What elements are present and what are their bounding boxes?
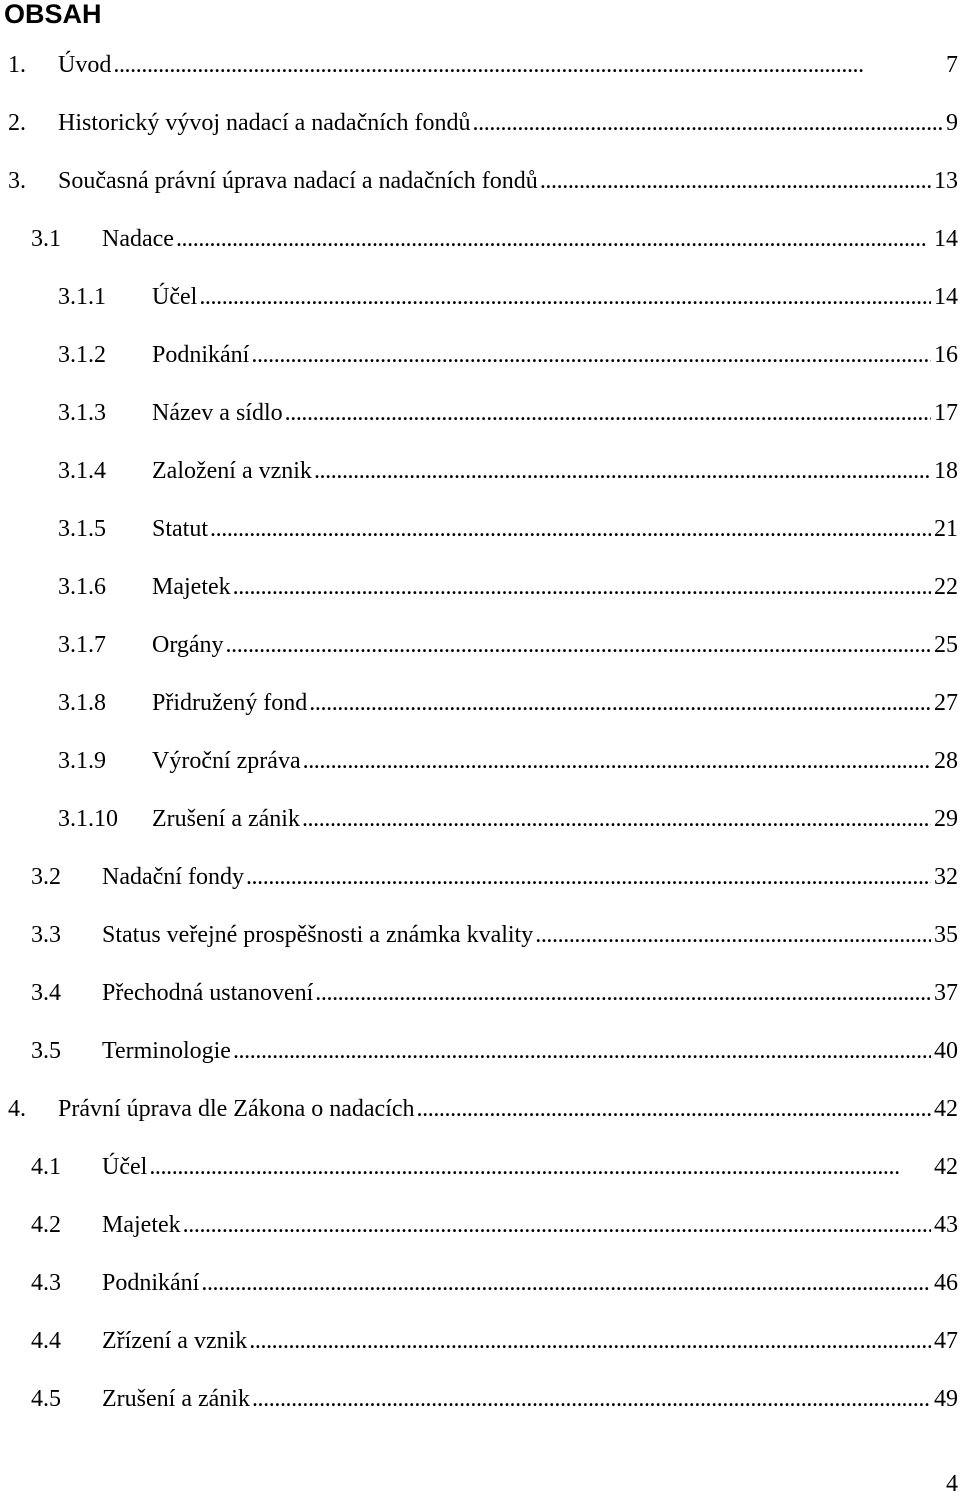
dot-leader xyxy=(315,978,931,1008)
toc-entry[interactable] xyxy=(0,848,960,906)
toc-entry-title: Majetek xyxy=(152,574,231,600)
toc-entry-number: 3.1.2 xyxy=(58,342,106,368)
toc-entry-title: Přidružený fond xyxy=(152,690,308,716)
toc-entry-title: Přechodná ustanovení xyxy=(102,980,314,1006)
toc-entry-title: Název a sídlo xyxy=(152,400,283,426)
toc-entry-page: 35 xyxy=(934,922,958,948)
toc-entry-page: 40 xyxy=(934,1038,958,1064)
toc-entry-number: 4.3 xyxy=(31,1270,61,1296)
toc-entry[interactable] xyxy=(0,384,960,442)
toc-list xyxy=(0,36,960,1428)
toc-entry-title: Zřízení a vznik xyxy=(102,1328,248,1354)
dot-leader xyxy=(233,572,931,602)
dot-leader xyxy=(535,920,931,950)
toc-entry[interactable] xyxy=(0,558,960,616)
dot-leader xyxy=(473,108,943,138)
toc-entry-number: 4.5 xyxy=(31,1386,61,1412)
dot-leader xyxy=(302,804,931,834)
dot-leader xyxy=(233,1036,931,1066)
toc-entry-page: 43 xyxy=(934,1212,958,1238)
dot-leader xyxy=(417,1094,931,1124)
toc-entry-title: Podnikání xyxy=(152,342,250,368)
toc-entry-number: 1. xyxy=(8,52,26,78)
toc-entry-page: 22 xyxy=(934,574,958,600)
toc-entry-page: 14 xyxy=(934,226,958,252)
toc-entry-number: 3.1.3 xyxy=(58,400,106,426)
toc-entry-title: Zrušení a zánik xyxy=(102,1386,250,1412)
toc-entry-number: 3.2 xyxy=(31,864,61,890)
dot-leader xyxy=(246,862,931,892)
toc-entry-title: Založení a vznik xyxy=(152,458,312,484)
toc-entry-title: Historický vývoj nadací a nadačních fondů xyxy=(58,110,471,136)
toc-entry[interactable] xyxy=(0,732,960,790)
toc-entry-page: 7 xyxy=(946,52,958,78)
toc-entry-number: 2. xyxy=(8,110,26,136)
toc-entry-page: 37 xyxy=(934,980,958,1006)
toc-entry[interactable] xyxy=(0,906,960,964)
toc-entry-title: Orgány xyxy=(152,632,224,658)
toc-entry-number: 3.1.5 xyxy=(58,516,106,542)
toc-entry[interactable] xyxy=(0,674,960,732)
toc-entry-page: 13 xyxy=(934,168,958,194)
toc-entry[interactable] xyxy=(0,1196,960,1254)
toc-entry-title: Současná právní úprava nadací a nadačních fondů xyxy=(58,168,538,194)
toc-entry[interactable] xyxy=(0,442,960,500)
toc-entry-page: 42 xyxy=(934,1154,958,1180)
toc-entry[interactable] xyxy=(0,210,960,268)
toc-entry-number: 3.1.4 xyxy=(58,458,106,484)
toc-entry[interactable] xyxy=(0,1138,960,1196)
page-number: 4 xyxy=(946,1471,958,1497)
toc-entry-title: Nadační fondy xyxy=(102,864,244,890)
toc-entry-page: 28 xyxy=(934,748,958,774)
toc-entry-number: 3.5 xyxy=(31,1038,61,1064)
toc-entry-page: 21 xyxy=(934,516,958,542)
toc-entry-title: Terminologie xyxy=(102,1038,231,1064)
toc-entry-title: Úvod xyxy=(58,52,112,78)
toc-entry-page: 17 xyxy=(934,400,958,426)
toc-entry[interactable] xyxy=(0,964,960,1022)
toc-entry[interactable] xyxy=(0,790,960,848)
toc-entry-title: Zrušení a zánik xyxy=(152,806,300,832)
toc-entry-number: 3.1.7 xyxy=(58,632,106,658)
toc-entry-number: 4.2 xyxy=(31,1212,61,1238)
toc-entry-number: 4. xyxy=(8,1096,26,1122)
toc-entry-page: 32 xyxy=(934,864,958,890)
toc-entry-number: 3.1.9 xyxy=(58,748,106,774)
dot-leader xyxy=(285,398,931,428)
dot-leader xyxy=(149,1152,931,1182)
toc-entry-title: Účel xyxy=(102,1154,148,1180)
toc-entry[interactable] xyxy=(0,326,960,384)
toc-entry-page: 25 xyxy=(934,632,958,658)
toc-entry-page: 18 xyxy=(934,458,958,484)
toc-entry-number: 3.3 xyxy=(31,922,61,948)
toc-entry-number: 3.1.1 xyxy=(58,284,106,310)
toc-entry[interactable] xyxy=(0,1254,960,1312)
dot-leader xyxy=(113,50,943,80)
toc-title: OBSAH xyxy=(4,0,102,29)
dot-leader xyxy=(251,340,931,370)
toc-entry[interactable] xyxy=(0,500,960,558)
toc-entry-number: 4.1 xyxy=(31,1154,61,1180)
dot-leader xyxy=(226,630,931,660)
toc-entry-title: Status veřejné prospěšnosti a známka kvality xyxy=(102,922,534,948)
toc-entry-page: 16 xyxy=(934,342,958,368)
toc-entry-title: Nadace xyxy=(102,226,174,252)
toc-entry-title: Majetek xyxy=(102,1212,181,1238)
toc-entry[interactable] xyxy=(0,1370,960,1428)
toc-entry-page: 27 xyxy=(934,690,958,716)
dot-leader xyxy=(540,166,931,196)
toc-entry-page: 49 xyxy=(934,1386,958,1412)
toc-entry-page: 9 xyxy=(946,110,958,136)
toc-entry-page: 47 xyxy=(934,1328,958,1354)
toc-entry-page: 29 xyxy=(934,806,958,832)
dot-leader xyxy=(252,1384,931,1414)
toc-entry-number: 3. xyxy=(8,168,26,194)
dot-leader xyxy=(309,688,931,718)
dot-leader xyxy=(201,1268,931,1298)
toc-entry[interactable] xyxy=(0,94,960,152)
dot-leader xyxy=(249,1326,931,1356)
toc-entry[interactable] xyxy=(0,616,960,674)
toc-entry[interactable] xyxy=(0,1022,960,1080)
toc-entry-page: 46 xyxy=(934,1270,958,1296)
toc-entry-title: Podnikání xyxy=(102,1270,200,1296)
toc-entry[interactable] xyxy=(0,152,960,210)
toc-entry[interactable] xyxy=(0,268,960,326)
toc-entry[interactable] xyxy=(0,1080,960,1138)
dot-leader xyxy=(199,282,931,312)
toc-entry[interactable] xyxy=(0,36,960,94)
dot-leader xyxy=(303,746,931,776)
toc-entry-number: 4.4 xyxy=(31,1328,61,1354)
toc-entry-number: 3.4 xyxy=(31,980,61,1006)
dot-leader xyxy=(210,514,931,544)
toc-entry-title: Statut xyxy=(152,516,209,542)
dot-leader xyxy=(183,1210,931,1240)
toc-entry-title: Právní úprava dle Zákona o nadacích xyxy=(58,1096,415,1122)
toc-entry-number: 3.1.10 xyxy=(58,806,118,832)
toc-entry[interactable] xyxy=(0,1312,960,1370)
toc-entry-title: Účel xyxy=(152,284,198,310)
toc-entry-number: 3.1.6 xyxy=(58,574,106,600)
toc-entry-title: Výroční zpráva xyxy=(152,748,301,774)
toc-entry-number: 3.1 xyxy=(31,226,61,252)
toc-entry-page: 42 xyxy=(934,1096,958,1122)
toc-entry-page: 14 xyxy=(934,284,958,310)
dot-leader xyxy=(314,456,931,486)
toc-entry-number: 3.1.8 xyxy=(58,690,106,716)
dot-leader xyxy=(176,224,931,254)
